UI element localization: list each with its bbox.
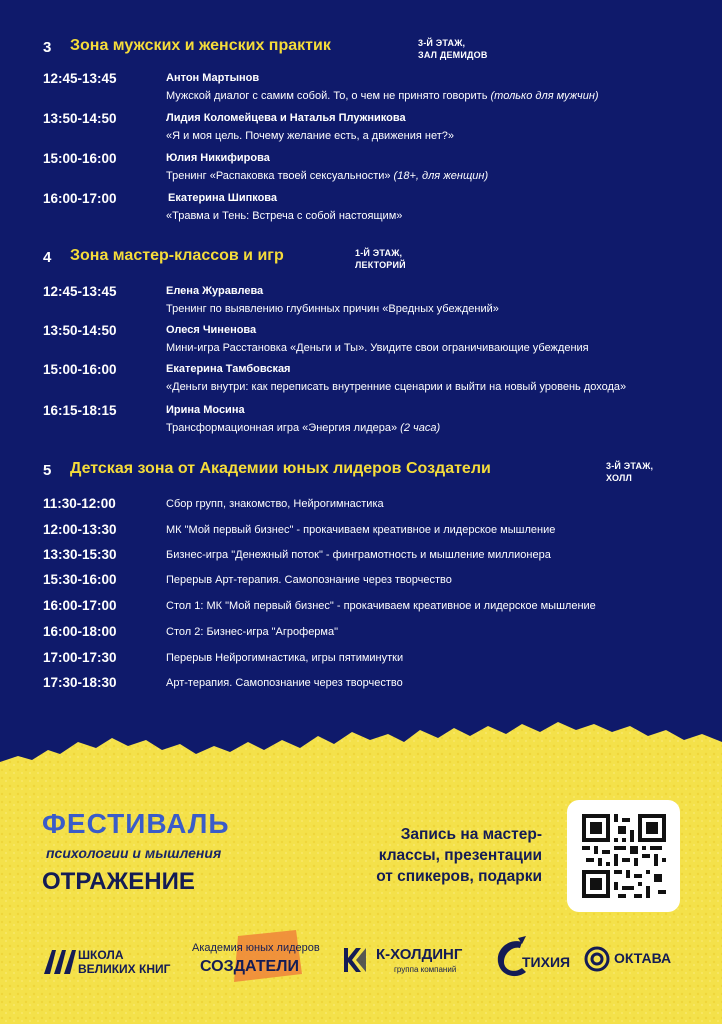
row-speaker: Антон Мартынов [166,72,260,84]
logo-oktava [584,936,684,986]
row-topic: Перерыв Нейрогимнастика, игры пятиминутки [166,652,404,664]
row-topic-text: Тренинг «Распаковка твоей сексуальности» [166,170,391,182]
row-time: 11:30-12:00 [43,496,116,511]
row-topic-text: «Деньги внутри: как переписать внутренние сценарии и выйти на новый уровень дохода» [166,381,627,393]
schedule-row [0,675,722,695]
row-topic-text: «Травма и Тень: Встреча с собой настоящим» [166,210,403,222]
section-4-location: 1-Й ЭТАЖ, ЛЕКТОРИЙ [355,248,406,270]
row-time: 16:00-17:00 [43,191,117,206]
row-topic-note: (18+, для женщин) [390,170,489,182]
row-speaker: Екатерина Шипкова [168,192,278,204]
qr-card[interactable] [567,800,680,912]
row-topic [166,170,488,182]
row-time: 13:50-14:50 [43,323,117,338]
row-time: 12:00-13:30 [43,522,117,537]
row-topic: Сбор групп, знакомство, Нейрогимнастика [166,498,384,510]
row-speaker: Лидия Коломейцева и Наталья Плужникова [166,112,406,124]
row-topic [166,130,454,142]
logo-stikhiya [492,936,576,986]
row-topic: Арт-терапия. Самопознание через творчество [166,677,403,689]
row-time: 13:50-14:50 [43,111,117,126]
section-5-title: Детская зона от Академии юных лидеров Создатели [70,460,491,477]
section-4-title: Зона мастер-классов и игр [70,247,284,264]
qr-code-icon[interactable] [582,814,666,898]
row-topic [166,90,599,102]
section-5-number: 5 [43,462,52,479]
section-5-location: 3-Й ЭТАЖ, ХОЛЛ [606,461,654,483]
row-topic-text: Тренинг по выявлению глубинных причин «Вредных убеждений» [166,303,499,315]
academy-name-line2: СОЗДАТЕЛИ [200,958,299,975]
logo-kholding [342,936,482,986]
row-topic [166,381,626,393]
row-time: 12:45-13:45 [43,284,117,299]
schedule-row [0,650,722,670]
row-topic-text: «Я и моя цель. Почему желание есть, а движения нет?» [166,130,455,142]
school-logo-icon [42,948,78,976]
row-topic: Стол 1: МК "Мой первый бизнес" - прокачиваем креативное и лидерское мышление [166,600,596,612]
row-speaker: Ирина Мосина [166,404,245,416]
row-topic [166,210,402,222]
school-name-line1: ШКОЛА [78,948,124,962]
row-time: 12:45-13:45 [43,71,117,86]
row-topic: Бизнес-игра "Денежный поток" - финграмотность и мышление миллионера [166,549,551,561]
section-3-number: 3 [43,39,52,56]
row-time: 15:00-16:00 [43,151,117,166]
row-time: 15:30-16:00 [43,572,117,587]
row-topic: Стол 2: Бизнес-игра "Агроферма" [166,626,339,638]
row-speaker: Екатерина Тамбовская [166,363,291,375]
section-5-header [0,460,722,490]
logo-academy [192,936,334,986]
oktava-logo-icon [584,946,610,972]
row-speaker: Елена Журавлева [166,285,264,297]
row-time: 15:00-16:00 [43,362,117,377]
row-time: 16:00-18:00 [43,624,117,639]
section-3-header [0,37,722,67]
row-topic [166,303,499,315]
row-time: 17:30-18:30 [43,675,117,690]
section-3-location: 3-Й ЭТАЖ, ЗАЛ ДЕМИДОВ [418,38,488,60]
stikhiya-name: ТИХИЯ [522,954,571,970]
festival-name: ОТРАЖЕНИЕ [42,868,195,895]
row-speaker: Юлия Никифирова [166,152,270,164]
row-topic-note: (только для мужчин) [487,90,599,102]
row-topic: Перерыв Арт-терапия. Самопознание через творчество [166,574,452,586]
festival-subtitle: психологии и мышления [46,845,222,861]
oktava-name: ОКТАВА [614,950,672,966]
section-4-header [0,247,722,277]
schedule-row [0,572,722,592]
row-topic [166,422,440,434]
kholding-name: К-ХОЛДИНГ [376,946,463,963]
schedule-row [0,496,722,516]
row-time: 16:00-17:00 [43,598,117,613]
academy-name-line1: Академия юных лидеров [192,942,320,954]
schedule-row [0,598,722,618]
kholding-logo-icon [342,946,368,974]
row-topic-note: (2 часа) [397,422,441,434]
signup-text: Запись на мастер- классы, презентации от спикеров, подарки [376,826,542,885]
row-time: 13:30-15:30 [43,547,117,562]
schedule-row [0,547,722,567]
kholding-subtitle: группа компаний [394,965,457,974]
section-3-title: Зона мужских и женских практик [70,37,331,54]
section-4-number: 4 [43,249,52,266]
school-name-line2: ВЕЛИКИХ КНИГ [78,962,171,976]
row-topic-text: Трансформационная игра «Энергия лидера» [166,422,398,434]
logo-school [42,936,182,986]
row-topic-text: Мини-игра Расстановка «Деньги и Ты». Увидите свои ограничивающие убеждения [166,342,589,354]
row-speaker: Олеся Чиненова [166,324,257,336]
row-topic-text: Мужской диалог с самим собой. То, о чем не принято говорить [166,90,488,102]
schedule-row [0,522,722,542]
festival-title: ФЕСТИВАЛЬ [42,808,230,839]
row-time: 17:00-17:30 [43,650,117,665]
schedule-row [0,624,722,644]
row-topic: МК "Мой первый бизнес" - прокачиваем креативное и лидерское мышление [166,524,556,536]
row-topic [166,342,589,354]
row-time: 16:15-18:15 [43,403,117,418]
